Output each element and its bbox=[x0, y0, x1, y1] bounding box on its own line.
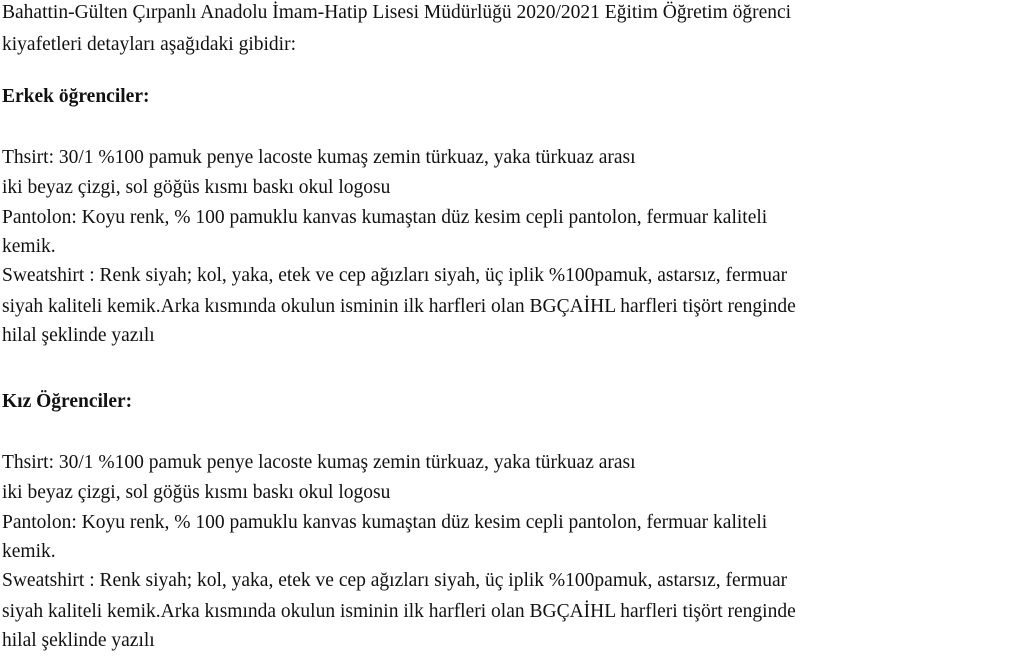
section-heading-female: Kız Öğrenciler: bbox=[2, 391, 133, 412]
section-heading-male: Erkek öğrenciler: bbox=[2, 86, 150, 107]
section-line: Sweatshirt : Renk siyah; kol, yaka, etek ve cep ağızları siyah, üç iplik %100pamuk, astarsız, fermuar bbox=[2, 265, 788, 286]
section-line: iki beyaz çizgi, sol göğüs kısmı baskı okul logosu bbox=[2, 482, 391, 503]
section-line: siyah kaliteli kemik.Arka kısmında okulun isminin ilk harfleri olan BGÇAİHL harfleri tişört renginde bbox=[2, 601, 796, 622]
section-line: hilal şeklinde yazılı bbox=[2, 325, 155, 346]
intro-line: kiyafetleri detayları aşağıdaki gibidir: bbox=[2, 34, 297, 55]
section-line: kemik. bbox=[2, 236, 56, 257]
intro-line: Bahattin-Gülten Çırpanlı Anadolu İmam-Hatip Lisesi Müdürlüğü 2020/2021 Eğitim Öğretim öğrenci bbox=[2, 2, 792, 23]
section-line: Pantolon: Koyu renk, % 100 pamuklu kanvas kumaştan düz kesim cepli pantolon, fermuar kaliteli bbox=[2, 207, 768, 228]
section-line: kemik. bbox=[2, 541, 56, 562]
section-line: iki beyaz çizgi, sol göğüs kısmı baskı okul logosu bbox=[2, 177, 391, 198]
section-line: Pantolon: Koyu renk, % 100 pamuklu kanvas kumaştan düz kesim cepli pantolon, fermuar kaliteli bbox=[2, 512, 768, 533]
section-line: Thsirt: 30/1 %100 pamuk penye lacoste kumaş zemin türkuaz, yaka türkuaz arası bbox=[2, 452, 636, 473]
section-line: Sweatshirt : Renk siyah; kol, yaka, etek ve cep ağızları siyah, üç iplik %100pamuk, astarsız, fermuar bbox=[2, 570, 788, 591]
section-line: hilal şeklinde yazılı bbox=[2, 630, 155, 651]
section-line: Thsirt: 30/1 %100 pamuk penye lacoste kumaş zemin türkuaz, yaka türkuaz arası bbox=[2, 147, 636, 168]
section-line: siyah kaliteli kemik.Arka kısmında okulun isminin ilk harfleri olan BGÇAİHL harfleri tişört renginde bbox=[2, 296, 796, 317]
